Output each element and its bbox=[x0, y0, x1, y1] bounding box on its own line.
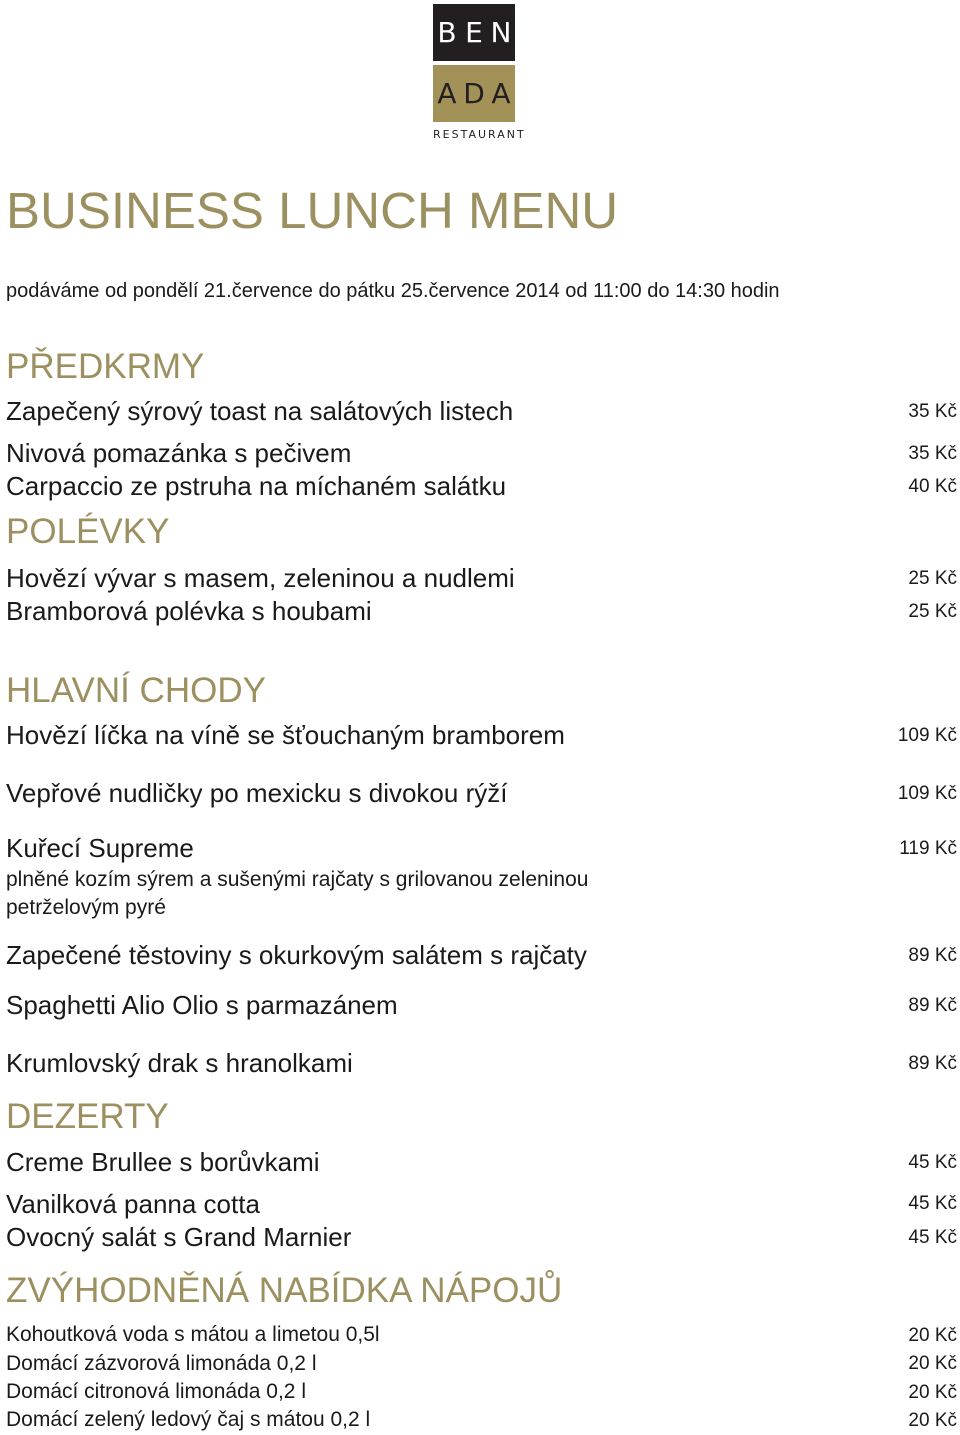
menu-item-price: 20 Kč bbox=[908, 1382, 957, 1403]
menu-item-price: 20 Kč bbox=[908, 1353, 957, 1374]
restaurant-logo bbox=[433, 4, 526, 150]
logo-letter-d: D bbox=[460, 65, 488, 122]
section-heading-predkrmy: PŘEDKRMY bbox=[6, 347, 205, 386]
menu-item-name: Kohoutková voda s mátou a limetou 0,5l bbox=[6, 1323, 380, 1346]
menu-item-price: 35 Kč bbox=[908, 443, 957, 464]
menu-item-price: 35 Kč bbox=[908, 401, 957, 422]
section-heading-napoje: ZVÝHODNĚNÁ NABÍDKA NÁPOJŮ bbox=[6, 1271, 563, 1310]
menu-item-name: Ovocný salát s Grand Marnier bbox=[6, 1222, 352, 1252]
menu-item-description: petrželovým pyré bbox=[6, 896, 166, 919]
menu-item-name: Zapečené těstoviny s okurkovým salátem s rajčaty bbox=[6, 940, 587, 970]
menu-item-price: 109 Kč bbox=[897, 725, 957, 746]
menu-item-price: 89 Kč bbox=[908, 995, 957, 1016]
logo-letter-n: N bbox=[487, 4, 515, 61]
menu-item-price: 20 Kč bbox=[908, 1325, 957, 1346]
menu-item-name: Krumlovský drak s hranolkami bbox=[6, 1048, 353, 1078]
menu-item-price: 45 Kč bbox=[908, 1193, 957, 1214]
menu-item-price: 40 Kč bbox=[908, 476, 957, 497]
section-heading-hlavni-chody: HLAVNÍ CHODY bbox=[6, 671, 266, 710]
menu-item-name: Zapečený sýrový toast na salátových listech bbox=[6, 396, 514, 426]
logo-letter-b: B bbox=[433, 4, 461, 61]
menu-item-name: Bramborová polévka s houbami bbox=[6, 596, 372, 626]
menu-item-price: 20 Kč bbox=[908, 1410, 957, 1431]
menu-item-price: 45 Kč bbox=[908, 1227, 957, 1248]
serving-period: podáváme od pondělí 21.července do pátku 25.července 2014 od 11:00 do 14:30 hodin bbox=[6, 280, 780, 302]
menu-item-price: 89 Kč bbox=[908, 1053, 957, 1074]
menu-item-name: Domácí zelený ledový čaj s mátou 0,2 l bbox=[6, 1408, 371, 1431]
menu-item-name: Hovězí vývar s masem, zeleninou a nudlemi bbox=[6, 563, 515, 593]
menu-item-price: 119 Kč bbox=[899, 838, 957, 859]
logo-letter-a2: A bbox=[487, 65, 515, 122]
logo-letter-e: E bbox=[460, 4, 488, 61]
logo-letter-a1: A bbox=[433, 65, 461, 122]
menu-item-name: Vanilková panna cotta bbox=[6, 1189, 260, 1219]
menu-item-price: 89 Kč bbox=[908, 945, 957, 966]
logo-subtitle: RESTAURANT bbox=[433, 128, 526, 141]
menu-item-name: Nivová pomazánka s pečivem bbox=[6, 438, 352, 468]
menu-item-name: Domácí zázvorová limonáda 0,2 l bbox=[6, 1352, 317, 1375]
menu-item-name: Vepřové nudličky po mexicku s divokou rýží bbox=[6, 778, 508, 808]
menu-item-name: Hovězí líčka na víně se šťouchaným bramborem bbox=[6, 720, 565, 750]
menu-item-price: 25 Kč bbox=[908, 568, 957, 589]
menu-item-name: Creme Brullee s borůvkami bbox=[6, 1147, 320, 1177]
menu-item-name: Kuřecí Supreme bbox=[6, 833, 194, 863]
menu-item-price: 25 Kč bbox=[908, 601, 957, 622]
menu-item-price: 109 Kč bbox=[897, 783, 957, 804]
section-heading-polevky: POLÉVKY bbox=[6, 512, 170, 551]
menu-item-name: Carpaccio ze pstruha na míchaném salátku bbox=[6, 471, 507, 501]
menu-item-price: 45 Kč bbox=[908, 1152, 957, 1173]
menu-item-name: Spaghetti Alio Olio s parmazánem bbox=[6, 990, 398, 1020]
menu-item-description: plněné kozím sýrem a sušenými rajčaty s grilovanou zeleninou bbox=[6, 868, 589, 891]
section-heading-dezerty: DEZERTY bbox=[6, 1097, 169, 1136]
menu-item-name: Domácí citronová limonáda 0,2 l bbox=[6, 1380, 306, 1403]
page-title: BUSINESS LUNCH MENU bbox=[6, 182, 619, 239]
